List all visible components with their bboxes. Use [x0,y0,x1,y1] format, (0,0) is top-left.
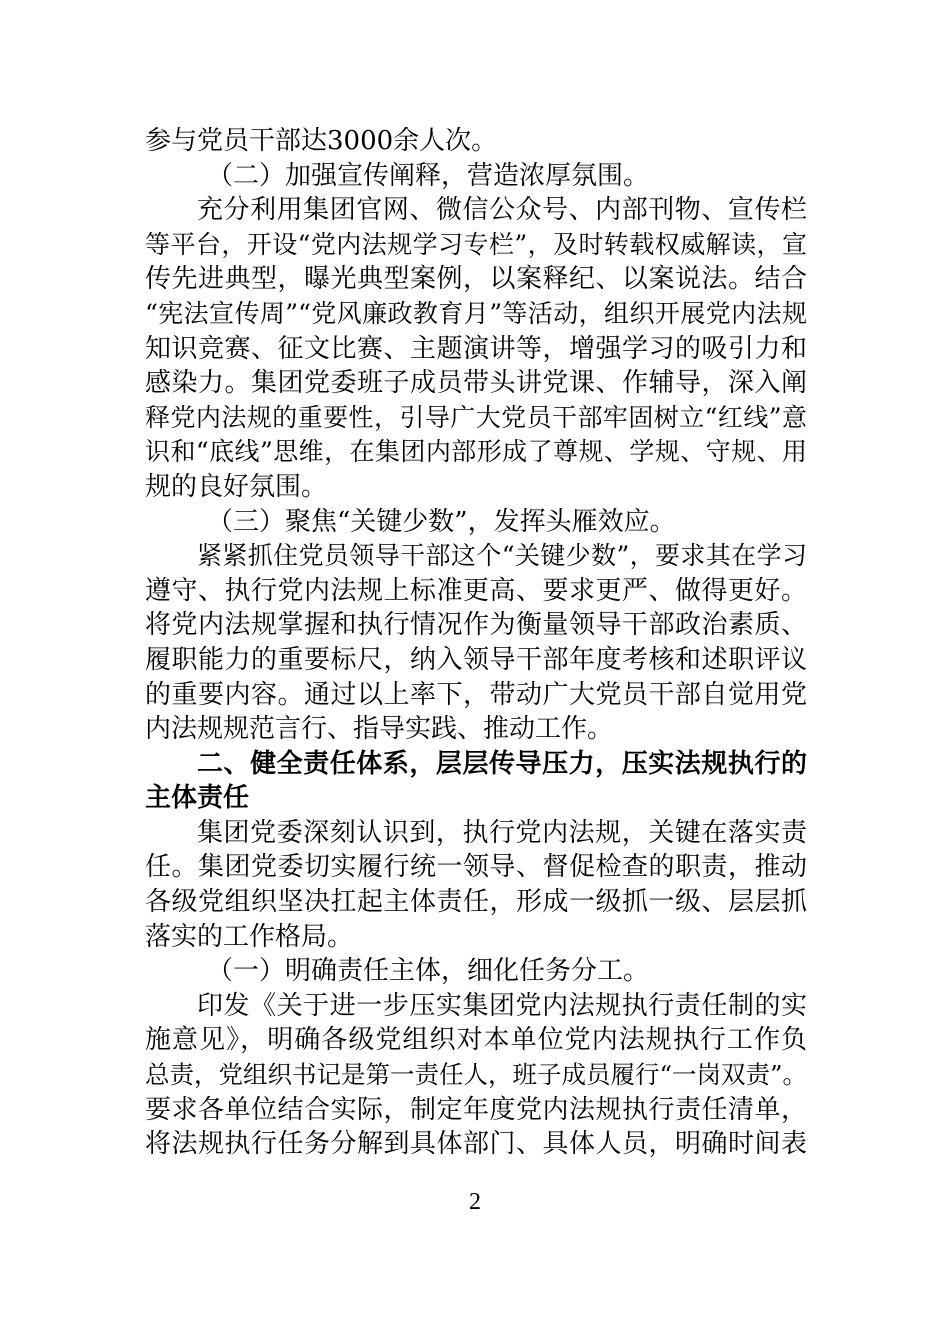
text-line: 等平台，开设“党内法规学习专栏”，及时转载权威解读，宣 [145,229,807,259]
text-line: 落实的工作格局。 [145,921,354,952]
text-line: 充分利用集团官网、微信公众号、内部刊物、宣传栏 [197,195,807,226]
text-line: 的重要内容。通过以上率下，带动广大党员干部自觉用党 [145,679,807,710]
text-line: 内法规规范言行、指导实践、推动工作。 [145,714,614,745]
text-line: 参与党员干部达3000余人次。 [145,126,498,156]
body-text [145,124,807,1162]
section-heading: 二、健全责任体系，层层传导压力，压实法规执行的 [197,748,807,779]
text-line: 总责，党组织书记是第一责任人，班子成员履行“一岗双责”。 [145,1060,807,1090]
page-number: 2 [469,1189,481,1215]
text-line: 释党内法规的重要性，引导广大党员干部牢固树立“红线”意 [145,402,807,432]
section-heading: 主体责任 [145,783,250,814]
subheading-line: （一）明确责任主体，细化任务分工。 [207,956,650,987]
text-line: 识和“底线”思维，在集团内部形成了尊规、学规、守规、用 [145,437,807,467]
text-line: 将法规执行任务分解到具体部门、具体人员，明确时间表 [145,1129,807,1160]
subheading-line: （二）加强宣传阐释，营造浓厚氛围。 [207,160,650,191]
text-line: 集团党委深刻认识到，执行党内法规，关键在落实责 [197,817,807,848]
text-line: 施意见》，明确各级党组织对本单位党内法规执行工作负 [145,1025,807,1056]
text-line: 印发《关于进一步压实集团党内法规执行责任制的实 [197,990,807,1021]
text-line: 任。集团党委切实履行统一领导、督促检查的职责，推动 [145,852,807,883]
text-line: 知识竞赛、征文比赛、主题演讲等，增强学习的吸引力和 [145,333,807,364]
text-line: 遵守、执行党内法规上标准更高、要求更严、做得更好。 [145,575,807,606]
text-line: 各级党组织坚决扛起主体责任，形成一级抓一级、层层抓 [145,887,807,918]
text-line: 传先进典型，曝光典型案例，以案释纪、以案说法。结合 [145,264,807,295]
text-line: 要求各单位结合实际，制定年度党内法规执行责任清单， [145,1094,807,1125]
text-line: 感染力。集团党委班子成员带头讲党课、作辅导，深入阐 [145,368,807,399]
text-line: 规的良好氛围。 [145,471,328,502]
text-line: 将党内法规掌握和执行情况作为衡量领导干部政治素质、 [145,610,807,641]
subheading-line: （三）聚焦“关键少数”，发挥头雁效应。 [207,506,676,537]
text-line: “宪法宣传周”“党风廉政教育月”等活动，组织开展党内法规 [145,298,807,328]
text-line: 紧紧抓住党员领导干部这个“关键少数”，要求其在学习 [197,541,807,571]
text-line: 履职能力的重要标尺，纳入领导干部年度考核和述职评议 [145,644,807,675]
